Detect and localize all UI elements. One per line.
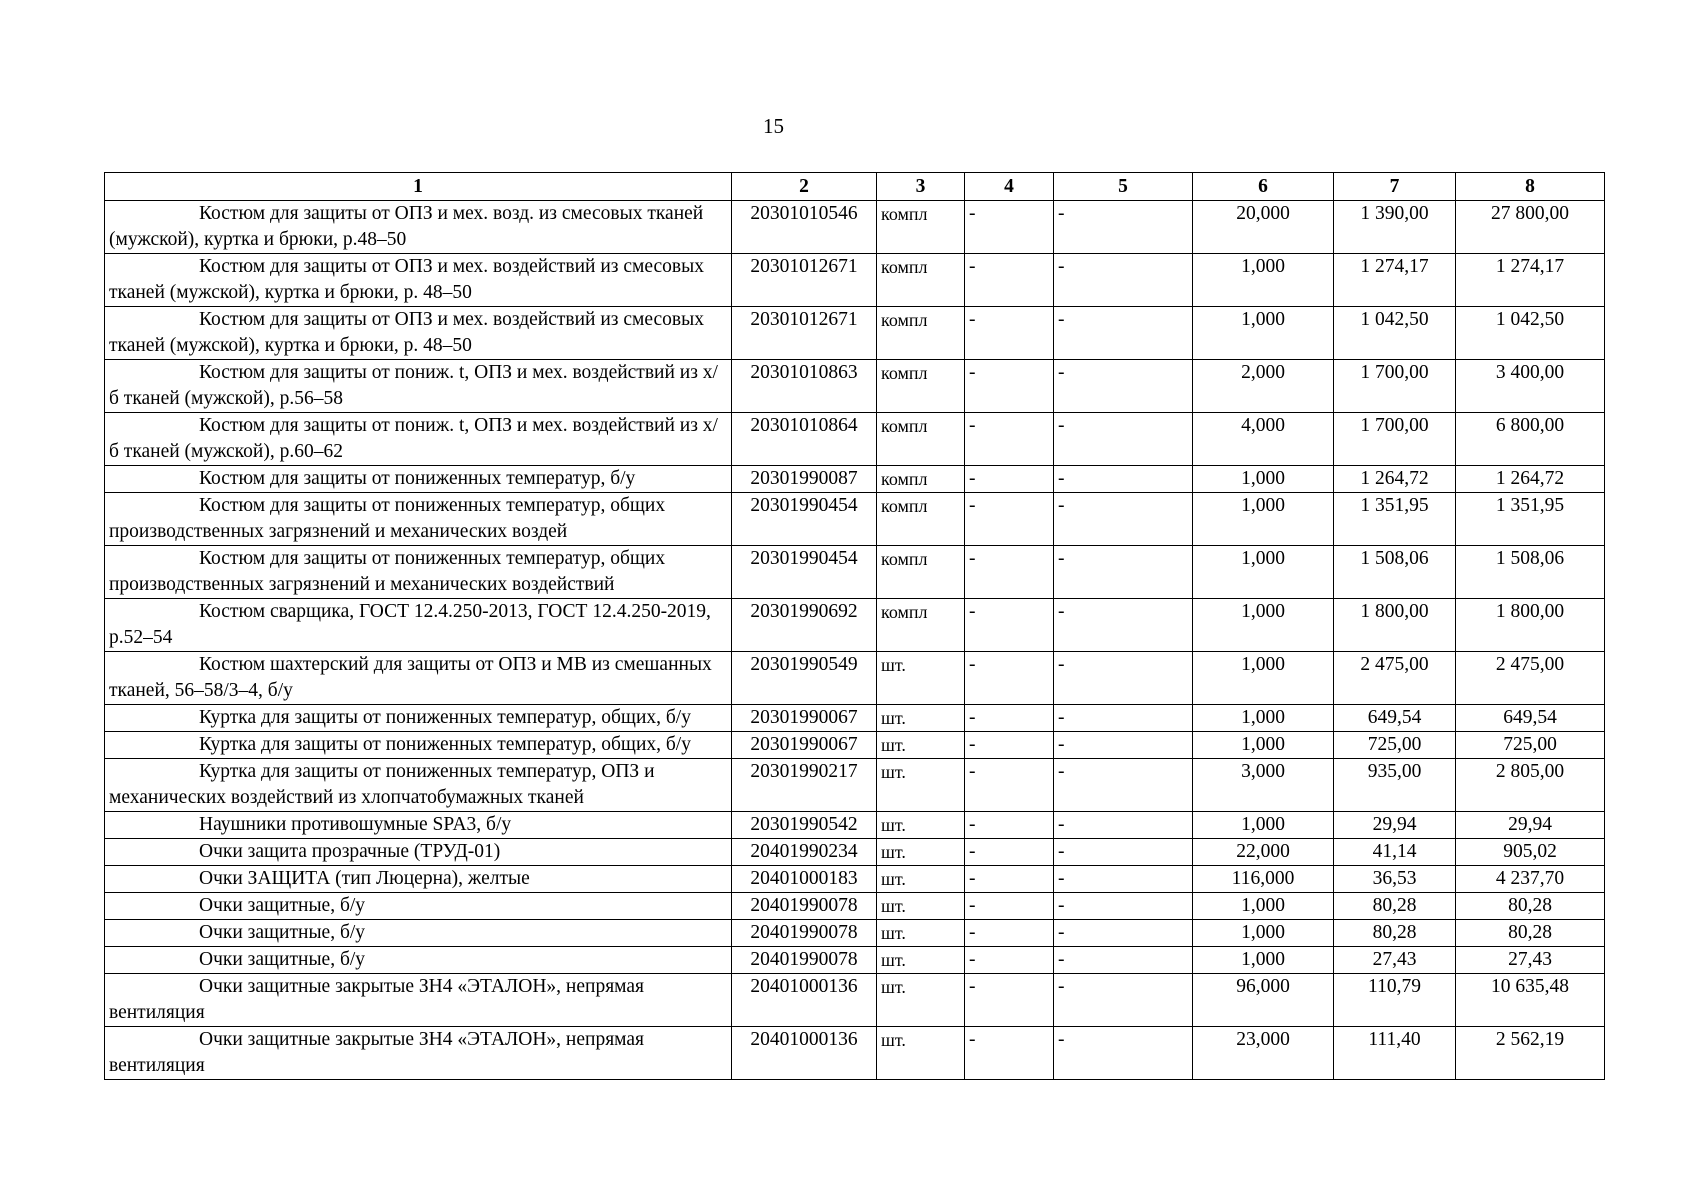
item-code-cell: 20301990549 [732, 652, 877, 705]
column-4-cell: - [965, 866, 1054, 893]
page-number-text: 15 [763, 114, 784, 138]
item-code-cell: 20301990692 [732, 599, 877, 652]
item-name-cell: Очки ЗАЩИТА (тип Люцерна), желтые [105, 866, 732, 893]
column-4-cell: - [965, 307, 1054, 360]
column-4-cell: - [965, 812, 1054, 839]
item-code-cell: 20401990078 [732, 920, 877, 947]
column-5-cell: - [1054, 974, 1193, 1027]
column-header-4: 4 [965, 173, 1054, 201]
price-cell: 29,94 [1334, 812, 1456, 839]
column-5-cell: - [1054, 1027, 1193, 1080]
table-row [105, 866, 1605, 893]
column-header-2: 2 [732, 173, 877, 201]
quantity-cell: 4,000 [1193, 413, 1334, 466]
unit-cell: шт. [877, 893, 965, 920]
column-5-cell: - [1054, 599, 1193, 652]
column-5-cell: - [1054, 893, 1193, 920]
item-name-cell: Костюм для защиты от ОПЗ и мех. воздействий из смесовых тканей (мужской), куртка и брюки, р. 48–50 [105, 307, 732, 360]
item-code-cell: 20401000183 [732, 866, 877, 893]
quantity-cell: 1,000 [1193, 947, 1334, 974]
column-header-1: 1 [105, 173, 732, 201]
column-5-cell: - [1054, 413, 1193, 466]
quantity-cell: 1,000 [1193, 493, 1334, 546]
unit-cell: компл [877, 254, 965, 307]
item-name-cell: Очки защитные, б/у [105, 947, 732, 974]
quantity-cell: 1,000 [1193, 732, 1334, 759]
column-4-cell: - [965, 546, 1054, 599]
unit-cell: компл [877, 307, 965, 360]
unit-cell: шт. [877, 866, 965, 893]
table-row [105, 360, 1605, 413]
page-number [0, 114, 1697, 138]
quantity-cell: 1,000 [1193, 893, 1334, 920]
sum-cell: 1 800,00 [1456, 599, 1605, 652]
table-row [105, 466, 1605, 493]
quantity-cell: 1,000 [1193, 920, 1334, 947]
sum-cell: 4 237,70 [1456, 866, 1605, 893]
table-row [105, 732, 1605, 759]
column-4-cell: - [965, 732, 1054, 759]
item-name-cell: Костюм для защиты от пониж. t, ОПЗ и мех. воздействий из х/б тканей (мужской), р.56–58 [105, 360, 732, 413]
item-name-cell: Очки защитные, б/у [105, 920, 732, 947]
table-row [105, 947, 1605, 974]
item-name-cell: Очки защитные закрытые ЗН4 «ЭТАЛОН», непрямая вентиляция [105, 1027, 732, 1080]
item-code-cell: 20301990067 [732, 732, 877, 759]
item-code-cell: 20301990087 [732, 466, 877, 493]
table-row [105, 307, 1605, 360]
price-cell: 36,53 [1334, 866, 1456, 893]
sum-cell: 27,43 [1456, 947, 1605, 974]
price-cell: 1 274,17 [1334, 254, 1456, 307]
sum-cell: 80,28 [1456, 893, 1605, 920]
sum-cell: 29,94 [1456, 812, 1605, 839]
price-cell: 1 351,95 [1334, 493, 1456, 546]
item-code-cell: 20401000136 [732, 974, 877, 1027]
column-4-cell: - [965, 974, 1054, 1027]
item-code-cell: 20301990067 [732, 705, 877, 732]
item-name-cell: Костюм для защиты от пониженных температур, б/у [105, 466, 732, 493]
column-4-cell: - [965, 1027, 1054, 1080]
unit-cell: шт. [877, 974, 965, 1027]
price-cell: 1 042,50 [1334, 307, 1456, 360]
quantity-cell: 1,000 [1193, 599, 1334, 652]
quantity-cell: 1,000 [1193, 307, 1334, 360]
header-row [105, 173, 1605, 201]
unit-cell: компл [877, 413, 965, 466]
item-code-cell: 20301010546 [732, 201, 877, 254]
column-4-cell: - [965, 893, 1054, 920]
quantity-cell: 1,000 [1193, 466, 1334, 493]
table-row [105, 893, 1605, 920]
unit-cell: шт. [877, 920, 965, 947]
quantity-cell: 96,000 [1193, 974, 1334, 1027]
column-4-cell: - [965, 759, 1054, 812]
price-cell: 111,40 [1334, 1027, 1456, 1080]
column-header-3: 3 [877, 173, 965, 201]
column-5-cell: - [1054, 759, 1193, 812]
price-cell: 80,28 [1334, 893, 1456, 920]
item-code-cell: 20301012671 [732, 254, 877, 307]
sum-cell: 80,28 [1456, 920, 1605, 947]
item-code-cell: 20301990217 [732, 759, 877, 812]
price-cell: 725,00 [1334, 732, 1456, 759]
table-row [105, 759, 1605, 812]
column-5-cell: - [1054, 812, 1193, 839]
column-header-8: 8 [1456, 173, 1605, 201]
price-cell: 110,79 [1334, 974, 1456, 1027]
table-row [105, 1027, 1605, 1080]
column-5-cell: - [1054, 466, 1193, 493]
column-4-cell: - [965, 652, 1054, 705]
table-row [105, 546, 1605, 599]
table-row [105, 705, 1605, 732]
price-cell: 2 475,00 [1334, 652, 1456, 705]
column-5-cell: - [1054, 920, 1193, 947]
item-name-cell: Очки защитные закрытые ЗН4 «ЭТАЛОН», непрямая вентиляция [105, 974, 732, 1027]
column-5-cell: - [1054, 493, 1193, 546]
price-cell: 649,54 [1334, 705, 1456, 732]
unit-cell: шт. [877, 947, 965, 974]
sum-cell: 725,00 [1456, 732, 1605, 759]
price-cell: 1 508,06 [1334, 546, 1456, 599]
price-cell: 1 390,00 [1334, 201, 1456, 254]
column-4-cell: - [965, 705, 1054, 732]
unit-cell: шт. [877, 652, 965, 705]
quantity-cell: 3,000 [1193, 759, 1334, 812]
price-cell: 80,28 [1334, 920, 1456, 947]
column-5-cell: - [1054, 705, 1193, 732]
column-5-cell: - [1054, 360, 1193, 413]
unit-cell: шт. [877, 759, 965, 812]
sum-cell: 1 042,50 [1456, 307, 1605, 360]
item-code-cell: 20301010863 [732, 360, 877, 413]
inventory-table [104, 172, 1605, 1080]
table-row [105, 812, 1605, 839]
table-row [105, 493, 1605, 546]
sum-cell: 1 274,17 [1456, 254, 1605, 307]
column-4-cell: - [965, 201, 1054, 254]
column-4-cell: - [965, 360, 1054, 413]
item-code-cell: 20401990078 [732, 893, 877, 920]
item-name-cell: Наушники противошумные SPA3, б/у [105, 812, 732, 839]
table-row [105, 254, 1605, 307]
quantity-cell: 1,000 [1193, 254, 1334, 307]
unit-cell: шт. [877, 812, 965, 839]
price-cell: 1 700,00 [1334, 413, 1456, 466]
sum-cell: 10 635,48 [1456, 974, 1605, 1027]
table-row [105, 652, 1605, 705]
column-5-cell: - [1054, 947, 1193, 974]
item-name-cell: Костюм шахтерский для защиты от ОПЗ и МВ из смешанных тканей, 56–58/3–4, б/у [105, 652, 732, 705]
unit-cell: шт. [877, 705, 965, 732]
column-5-cell: - [1054, 201, 1193, 254]
item-name-cell: Куртка для защиты от пониженных температур, общих, б/у [105, 705, 732, 732]
column-4-cell: - [965, 466, 1054, 493]
sum-cell: 1 508,06 [1456, 546, 1605, 599]
sum-cell: 6 800,00 [1456, 413, 1605, 466]
column-5-cell: - [1054, 732, 1193, 759]
column-5-cell: - [1054, 307, 1193, 360]
sum-cell: 905,02 [1456, 839, 1605, 866]
quantity-cell: 1,000 [1193, 705, 1334, 732]
column-4-cell: - [965, 254, 1054, 307]
table-row [105, 599, 1605, 652]
item-name-cell: Костюм для защиты от ОПЗ и мех. возд. из смесовых тканей (мужской), куртка и брюки, р.48–50 [105, 201, 732, 254]
column-4-cell: - [965, 839, 1054, 866]
column-5-cell: - [1054, 652, 1193, 705]
sum-cell: 3 400,00 [1456, 360, 1605, 413]
quantity-cell: 1,000 [1193, 652, 1334, 705]
sum-cell: 1 351,95 [1456, 493, 1605, 546]
price-cell: 41,14 [1334, 839, 1456, 866]
sum-cell: 2 562,19 [1456, 1027, 1605, 1080]
unit-cell: компл [877, 201, 965, 254]
item-name-cell: Костюм для защиты от пониж. t, ОПЗ и мех. воздействий из х/б тканей (мужской), р.60–62 [105, 413, 732, 466]
table-row [105, 839, 1605, 866]
item-code-cell: 20401000136 [732, 1027, 877, 1080]
item-name-cell: Костюм для защиты от пониженных температур, общих производственных загрязнений и механических воздей [105, 493, 732, 546]
unit-cell: компл [877, 466, 965, 493]
column-5-cell: - [1054, 546, 1193, 599]
item-code-cell: 20301010864 [732, 413, 877, 466]
column-header-5: 5 [1054, 173, 1193, 201]
column-4-cell: - [965, 413, 1054, 466]
unit-cell: компл [877, 493, 965, 546]
column-4-cell: - [965, 920, 1054, 947]
table-body [105, 201, 1605, 1080]
quantity-cell: 20,000 [1193, 201, 1334, 254]
sum-cell: 2 805,00 [1456, 759, 1605, 812]
price-cell: 935,00 [1334, 759, 1456, 812]
column-4-cell: - [965, 599, 1054, 652]
column-5-cell: - [1054, 254, 1193, 307]
item-name-cell: Костюм сварщика, ГОСТ 12.4.250-2013, ГОСТ 12.4.250-2019, р.52–54 [105, 599, 732, 652]
table-row [105, 201, 1605, 254]
unit-cell: шт. [877, 732, 965, 759]
sum-cell: 2 475,00 [1456, 652, 1605, 705]
item-name-cell: Костюм для защиты от пониженных температур, общих производственных загрязнений и механических воздействий [105, 546, 732, 599]
table-row [105, 920, 1605, 947]
item-code-cell: 20301990542 [732, 812, 877, 839]
sum-cell: 1 264,72 [1456, 466, 1605, 493]
price-cell: 27,43 [1334, 947, 1456, 974]
item-code-cell: 20401990234 [732, 839, 877, 866]
unit-cell: компл [877, 599, 965, 652]
unit-cell: компл [877, 360, 965, 413]
table-row [105, 413, 1605, 466]
item-code-cell: 20401990078 [732, 947, 877, 974]
column-header-6: 6 [1193, 173, 1334, 201]
item-name-cell: Очки защитные, б/у [105, 893, 732, 920]
quantity-cell: 116,000 [1193, 866, 1334, 893]
quantity-cell: 1,000 [1193, 546, 1334, 599]
item-name-cell: Очки защита прозрачные (ТРУД-01) [105, 839, 732, 866]
unit-cell: шт. [877, 839, 965, 866]
price-cell: 1 700,00 [1334, 360, 1456, 413]
item-code-cell: 20301990454 [732, 493, 877, 546]
table-row [105, 974, 1605, 1027]
column-4-cell: - [965, 947, 1054, 974]
quantity-cell: 2,000 [1193, 360, 1334, 413]
unit-cell: компл [877, 546, 965, 599]
column-5-cell: - [1054, 866, 1193, 893]
sum-cell: 649,54 [1456, 705, 1605, 732]
quantity-cell: 22,000 [1193, 839, 1334, 866]
item-name-cell: Куртка для защиты от пониженных температур, общих, б/у [105, 732, 732, 759]
price-cell: 1 264,72 [1334, 466, 1456, 493]
sum-cell: 27 800,00 [1456, 201, 1605, 254]
column-header-7: 7 [1334, 173, 1456, 201]
item-name-cell: Куртка для защиты от пониженных температур, ОПЗ и механических воздействий из хлопчатобумажных тканей [105, 759, 732, 812]
price-cell: 1 800,00 [1334, 599, 1456, 652]
item-name-cell: Костюм для защиты от ОПЗ и мех. воздействий из смесовых тканей (мужской), куртка и брюки, р. 48–50 [105, 254, 732, 307]
column-5-cell: - [1054, 839, 1193, 866]
column-4-cell: - [965, 493, 1054, 546]
unit-cell: шт. [877, 1027, 965, 1080]
quantity-cell: 23,000 [1193, 1027, 1334, 1080]
item-code-cell: 20301990454 [732, 546, 877, 599]
quantity-cell: 1,000 [1193, 812, 1334, 839]
item-code-cell: 20301012671 [732, 307, 877, 360]
